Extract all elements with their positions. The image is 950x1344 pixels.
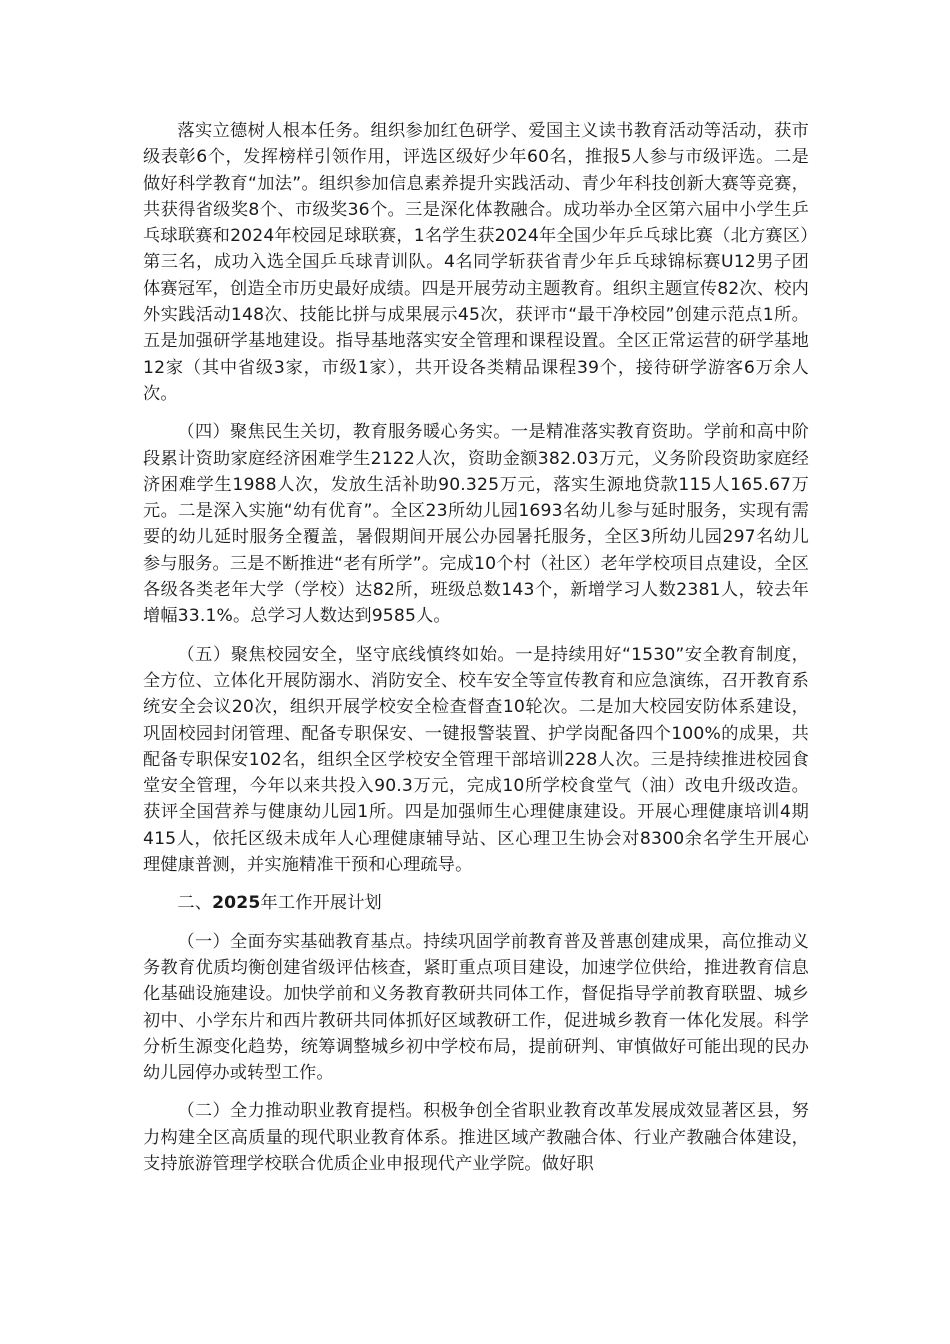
paragraph-campus-safety: （五）聚焦校园安全，坚守底线慎终如始。一是持续用好“1530”安全教育制度，全方位、立体化开展防溺水、消防安全、校车安全等宣传教育和应急演练，召开教育系统安全会议20次，组织开展学校安全检查督查10轮次。二是加大校园安防体系建设，巩固校园封闭管理、配备专职保安、一键报警装置、护学岗配备四个100%的成果，共配备专职保安102名，组织全区学校安全管理干部培训228人次。三是持续推进校园食堂安全管理，今年以来共投入90.3万元，完成10所学校食堂气（油）改电升级改造。获评全国营养与健康幼儿园1所。四是加强师生心理健康建设。开展心理健康培训4期415人，依托区级未成年人心理健康辅导站、区心理卫生协会对8300余名学生开展心理健康普测，并实施精准干预和心理疏导。 [143, 644, 809, 876]
section-heading-2025-plan [143, 890, 809, 916]
paragraph-moral-education: 落实立德树人根本任务。组织参加红色研学、爱国主义读书教育活动等活动，获市级表彰6个，发挥榜样引领作用，评选区级好少年60名，推报5人参与市级评选。二是做好科学教育“加法”。组织参加信息素养提升实践活动、青少年科技创新大赛等竞赛，共获得省级奖8个、市级奖36个。三是深化体教融合。成功举办全区第六届中小学生乒乓球联赛和2024年校园足球联赛，1名学生获2024年全国少年乒乓球比赛（北方赛区）第三名，成功入选全国乒乓球青训队。4名同学斩获省青少年乒乓球锦标赛U12男子团体赛冠军，创造全市历史最好成绩。四是开展劳动主题教育。组织主题宣传82次、校内外实践活动148次、技能比拼与成果展示45次，获评市“最干净校园”创建示范点1所。五是加强研学基地建设。指导基地落实安全管理和课程设置。全区正常运营的研学基地12家（其中省级3家，市级1家），共开设各类精品课程39个，接待研学游客6万余人次。 [143, 121, 809, 404]
paragraph-livelihood-services: （四）聚焦民生关切，教育服务暖心务实。一是精准落实教育资助。学前和高中阶段累计资助家庭经济困难学生2122人次，资助金额382.03万元，义务阶段资助家庭经济困难学生1988人次，发放生活补助90.325万元，落实生源地贷款115人165.67万元。二是深入实施“幼有优育”。全区23所幼儿园1693名幼儿参与延时服务，实现有需要的幼儿延时服务全覆盖，暑假期间开展公办园暑托服务，全区3所幼儿园297名幼儿参与服务。三是不断推进“老有所学”。完成10个村（社区）老年学校项目点建设，全区各级各类老年大学（学校）达82所，班级总数143个，新增学习人数2381人，较去年增幅33.1%。总学习人数达到9585人。 [143, 422, 809, 627]
heading-year: 2025 [212, 893, 261, 914]
heading-prefix: 二、 [177, 893, 213, 914]
document-page [143, 118, 809, 1177]
paragraph-basic-education: （一）全面夯实基础教育基点。持续巩固学前教育普及普惠创建成果，高位推动义务教育优质均衡创建省级评估核查，紧盯重点项目建设，加速学位供给，推进教育信息化基础设施建设。加快学前和义务教育教研共同体工作，督促指导学前教育联盟、城乡初中、小学东片和西片教研共同体抓好区域教研工作，促进城乡教育一体化发展。科学分析生源变化趋势，统筹调整城乡初中学校布局，提前研判、审慎做好可能出现的民办幼儿园停办或转型工作。 [143, 931, 809, 1084]
heading-suffix: 年工作开展计划 [260, 893, 382, 914]
paragraph-vocational-education: （二）全力推动职业教育提档。积极争创全省职业教育改革发展成效显著区县，努力构建全区高质量的现代职业教育体系。推进区域产教融合体、行业产教融合体建设，支持旅游管理学校联合优质企业申报现代产业学院。做好职 [143, 1101, 809, 1174]
